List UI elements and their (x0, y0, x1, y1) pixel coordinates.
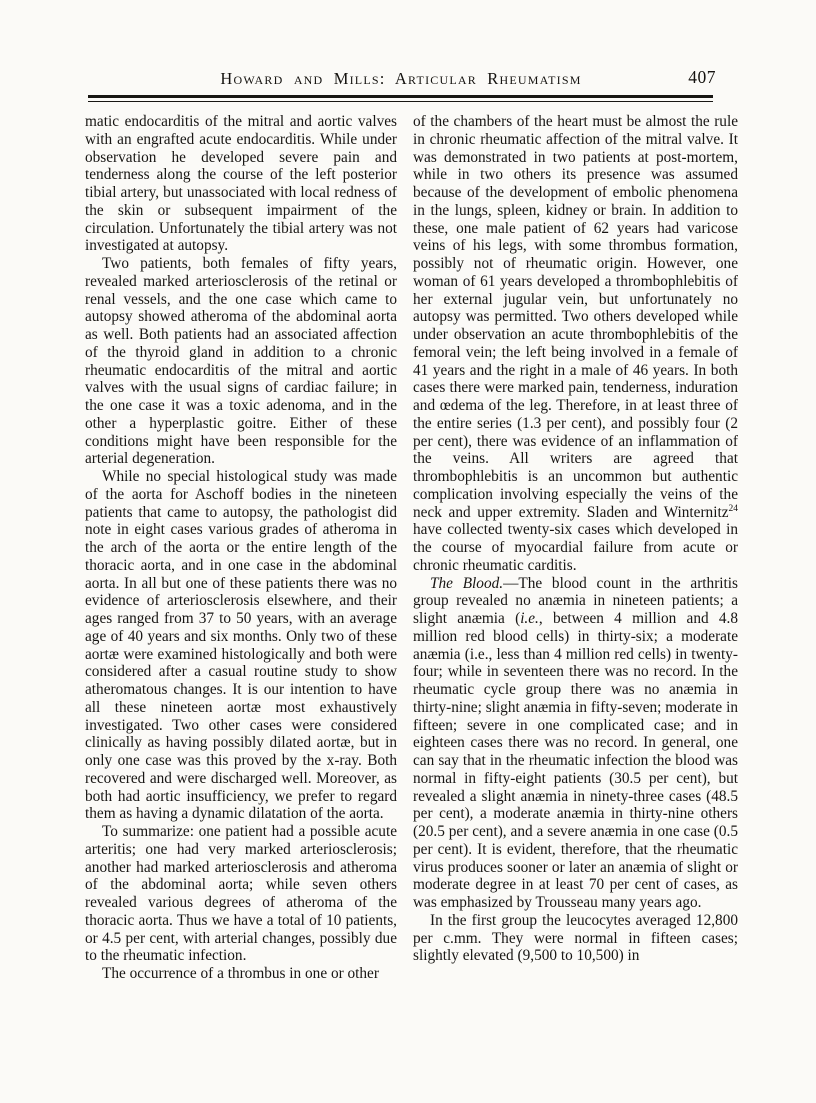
paragraph: Two patients, both females of fifty years, revealed marked arteriosclerosis of the retinal or renal vessels, and the one case which came to autopsy showed atheroma of the abdominal aorta as well. Both patients had an associated affection of the thyroid gland in addition to a chronic rheumatic endocarditis of the mitral and aortic valves with the usual signs of cardiac failure; in the one case it was a toxic adenoma, and in the other a hyperplastic goitre. Either of these conditions might have been responsible for the arterial degeneration. (85, 255, 397, 468)
right-column (413, 113, 738, 965)
paragraph: In the first group the leucocytes averaged 12,800 per c.mm. They were normal in fifteen cases; slightly elevated (9,500 to 10,500) in (413, 911, 738, 965)
section-lead-italic: The Blood. (430, 574, 504, 592)
paragraph: While no special histological study was made of the aorta for Aschoff bodies in the nineteen patients that came to autopsy, the pathologist did note in eight cases various grades of atheroma in the arch of the aorta or the entire length of the thoracic aorta, and in one case in the abdominal aorta. In all but one of these patients there was no evidence of arteriosclerosis elsewhere, and their ages ranged from 37 to 50 years, with an average age of 40 years and six months. Only two of these aortæ were examined histologically and both were considered after a casual routine study to show atheromatous changes. It is our intention to have all these nineteen aortæ most exhaustively investigated. Two other cases were considered clinically as having possibly dilated aortæ, but in only one case was this proved by the x-ray. Both recovered and were discharged well. Moreover, as both had aortic insufficiency, we prefer to regard them as having a dynamic dilatation of the aorta. (85, 468, 397, 823)
left-column (85, 113, 397, 983)
paragraph-text: , between 4 million and 4.8 million red blood cells) in thirty-six; a moderate anæmia (i.e., less than 4 million red cells) in twenty-four; while in seventeen there was no record. In the rheumatic cycle group there was no anæmia in thirty-nine; slight anæmia in fifty-seven; moderate in fifteen; severe in one complicated case; and in eighteen cases there was no record. In general, one can say that in the rheumatic infection the blood was normal in fifty-eight patients (30.5 per cent), but revealed a slight anæmia in ninety-three cases (48.5 per cent), a moderate anæmia in thirty-nine others (20.5 per cent), and a severe anæmia in one case (0.5 per cent). It is evident, therefore, that the rheumatic virus produces sooner or later an anæmia of slight or moderate degree in at least 70 per cent of cases, as was emphasized by Trousseau many years ago. (413, 610, 738, 911)
paragraph-text: have collected twenty-six cases which developed in the course of myocardial failure from acute or chronic rheumatic carditis. (413, 521, 738, 574)
paragraph-text: of the chambers of the heart must be almost the rule in chronic rheumatic affection of the mitral valve. It was demonstrated in two patients at post-mortem, while in two others its presence was assumed because of the development of embolic phenomena in the lungs, spleen, kidney or brain. In addition to these, one male patient of 62 years had varicose veins of his legs, with some thrombus formation, possibly not of rheumatic origin. However, one woman of 61 years developed a thrombophlebitis of her external jugular vein, but unfortunately no autopsy was permitted. Two others developed while under observation an acute thrombophlebitis of the femoral vein; the left being involved in a female of 41 years and the right in a male of 46 years. In both cases there were marked pain, tenderness, induration and œdema of the leg. Therefore, in at least three of the entire series (1.3 per cent), and possibly four (2 per cent), there was evidence of an inflammation of the veins. All writers are agreed that thrombophlebitis is an uncommon but authentic complication involving especially the veins of the neck and upper extremity. Sladen and Winternitz (413, 113, 738, 521)
paragraph: The occurrence of a thrombus in one or other (102, 965, 379, 982)
paragraph: To summarize: one patient had a possible acute arteritis; one had very marked arteriosclerosis; another had marked arteriosclerosis and atheroma of the abdominal aorta; while seven others revealed various degrees of atheroma of the thoracic aorta. Thus we have a total of 10 patients, or 4.5 per cent, with arterial changes, possibly due to the rheumatic infection. (85, 823, 397, 965)
paragraph-continuation: matic endocarditis of the mitral and aortic valves with an engrafted acute endocarditis. While under observation he developed severe pain and tenderness along the course of the left posterior tibial artery, but unassociated with local redness of the skin or subsequent impairment of the circulation. Unfortunately the tibial artery was not investigated at autopsy. (85, 113, 397, 255)
header-rule (88, 95, 713, 102)
paragraph-blood-section (413, 575, 738, 912)
page-number: 407 (688, 67, 716, 87)
running-head: Howard and Mills: Articular Rheumatism (220, 69, 582, 88)
reference-superscript: 24 (728, 503, 738, 514)
paragraph-continuation (413, 113, 738, 575)
ie-italic: i.e. (520, 610, 539, 627)
paragraph-text: —The blood count in the arthritis group revealed no anæmia in nineteen patients; a slight anæmia ( (413, 574, 738, 627)
